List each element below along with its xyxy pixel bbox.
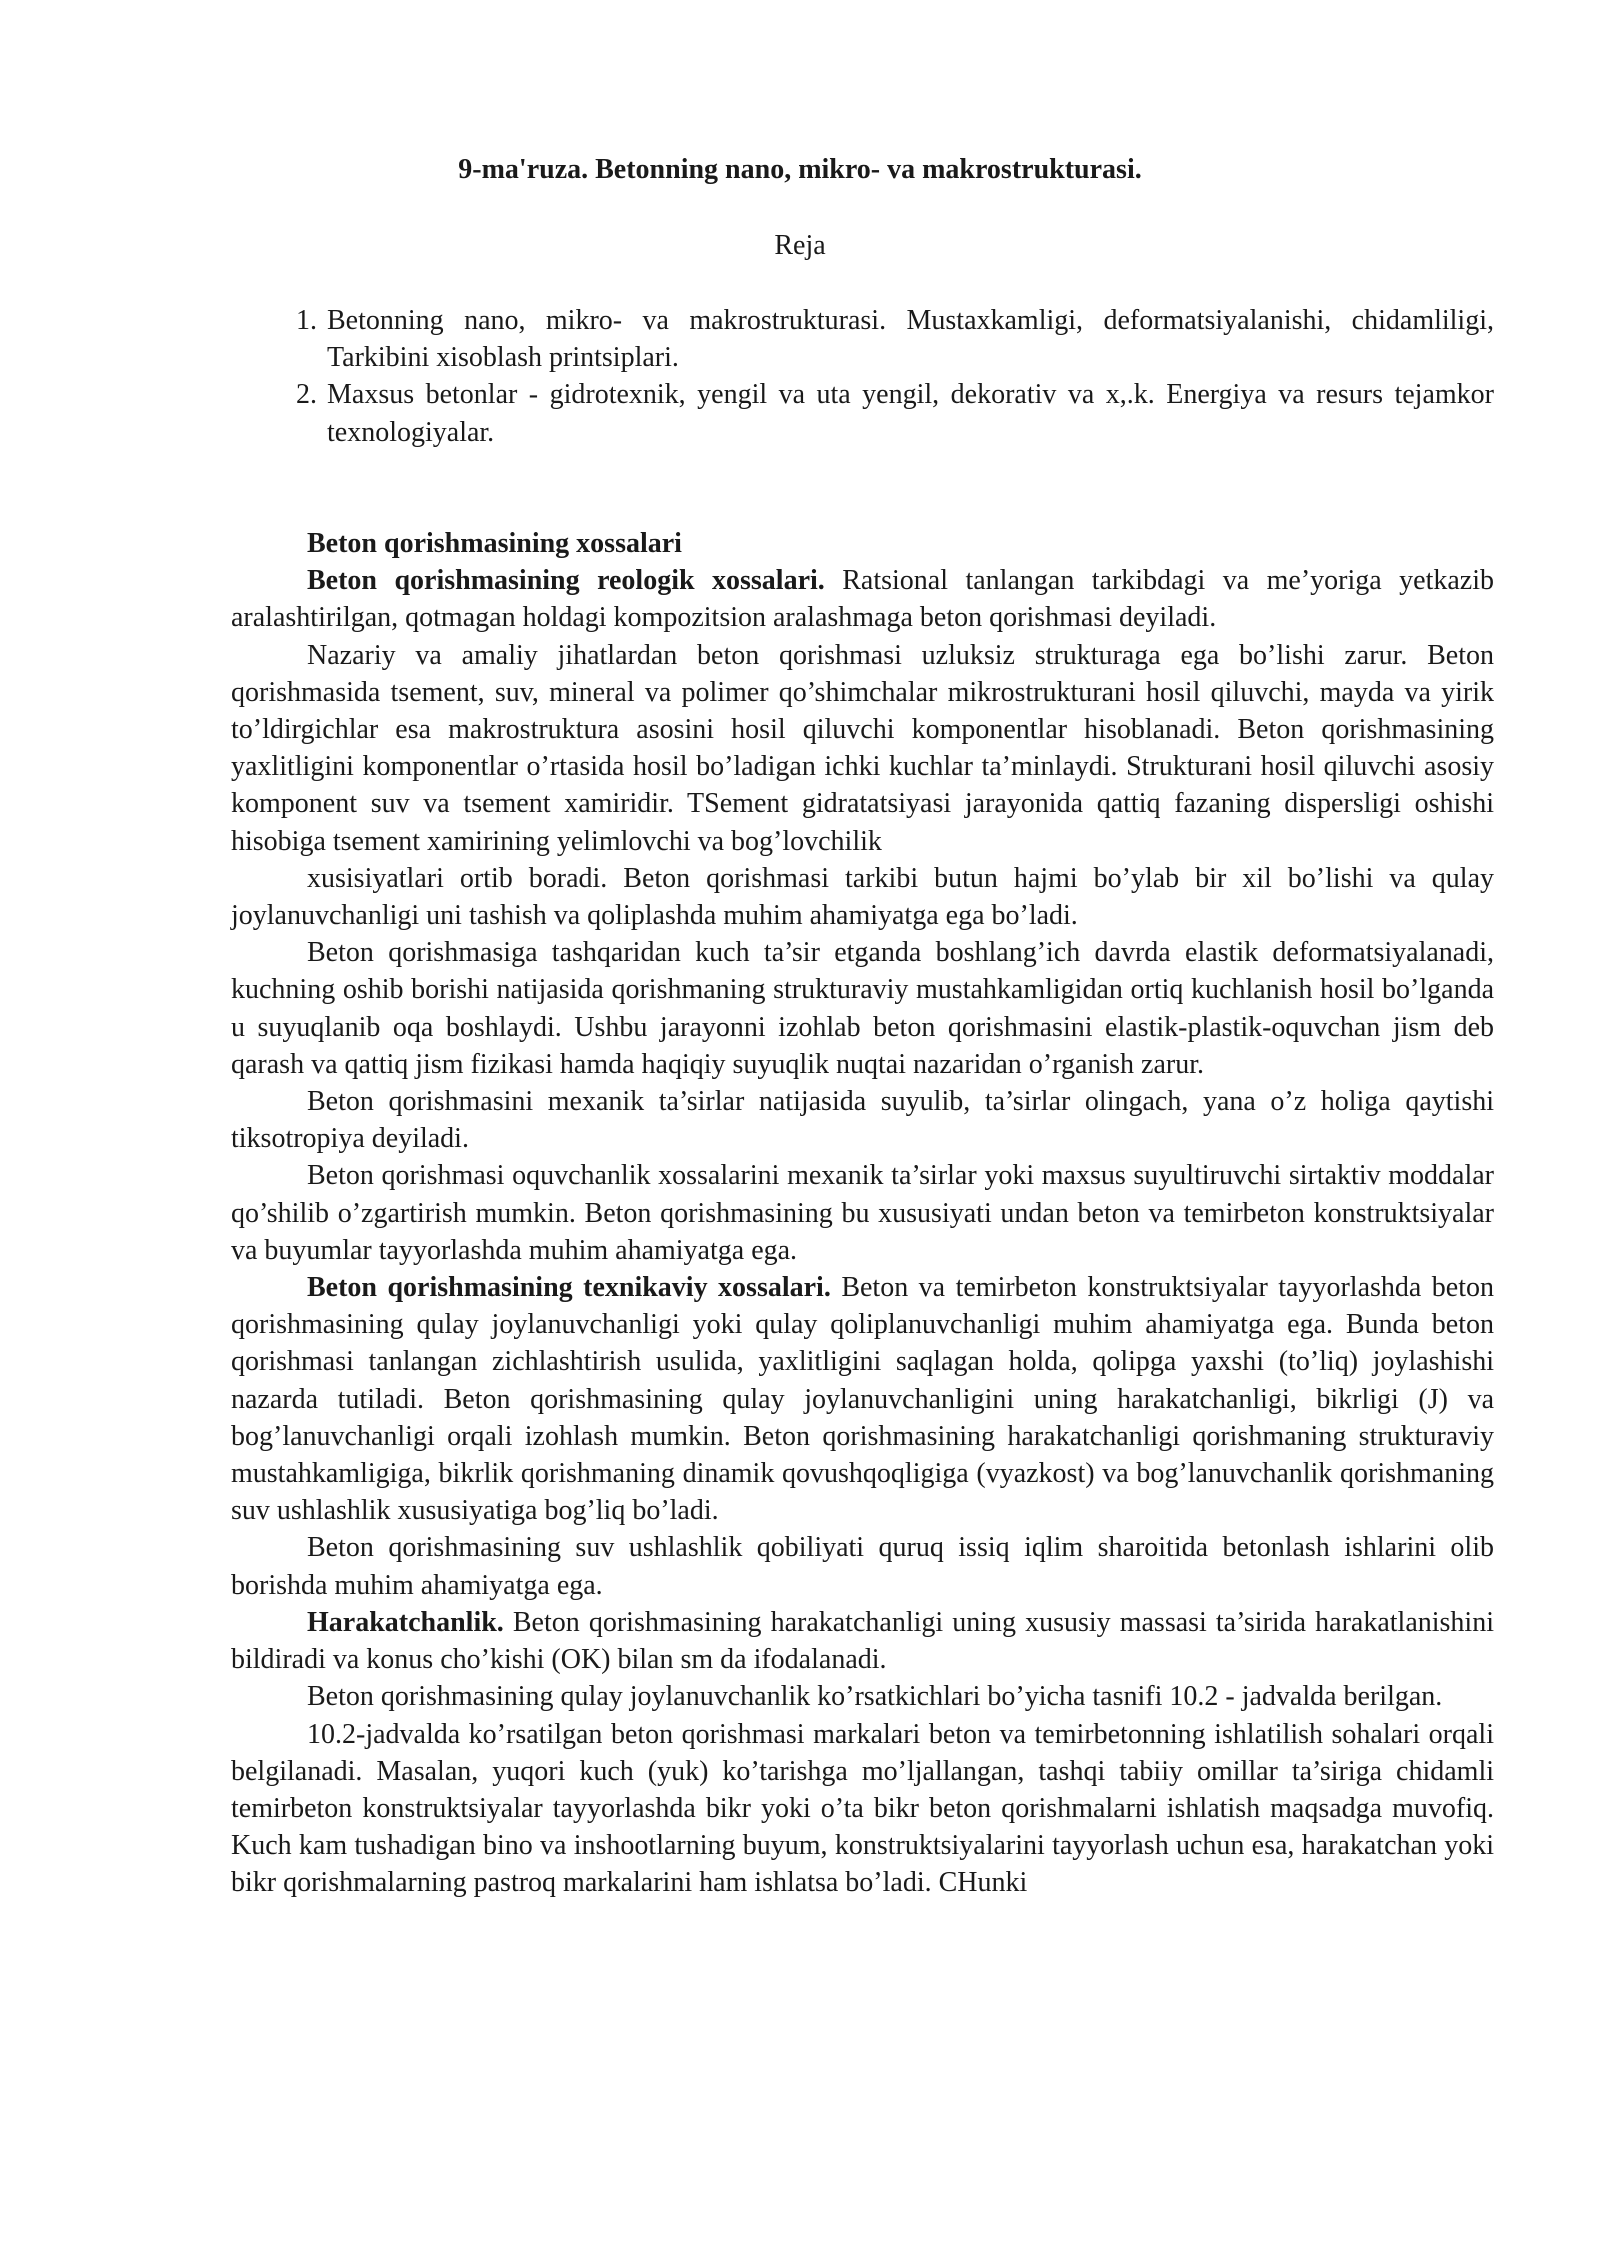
paragraph-text: Beton qorishmasining suv ushlashlik qobiliyati quruq issiq iqlim sharoitida betonlash ishlarini olib borishda muhim ahamiyatga ega. bbox=[231, 1532, 1494, 1601]
paragraph-text: xusisiyatlari ortib boradi. Beton qorishmasi tarkibi butun hajmi bo’ylab bir xil bo’lishi va qulay joylanuvchanligi uni tashish va qoliplashda muhim ahamiyatga ega bo’ladi. bbox=[231, 862, 1494, 932]
paragraph-text: Beton qorishmasi oquvchanlik xossalarini mexanik ta’sirlar yoki maxsus suyultiruvchi sirtaktiv moddalar qo’shilib o’zgartirish mumkin. Beton qorishmasining bu xususiyati undan beton va temirbeton konstruktsiyalar va buyumlar tayyorlashda muhim ahamiyatga ega. bbox=[231, 1160, 1494, 1266]
paragraph-lead: Beton qorishmasining reologik xossalari. bbox=[307, 565, 825, 597]
paragraph bbox=[231, 1604, 1494, 1678]
section-heading: Beton qorishmasining xossalari bbox=[307, 528, 682, 559]
plan-item bbox=[277, 302, 1494, 376]
paragraph bbox=[231, 934, 1494, 1083]
paragraph-text: Ratsional tanlangan tarkibdagi va me’yoriga yetkazib aralashtirilgan, qotmagan holdagi kompozitsion aralashmaga beton qorishmasi deyiladi. bbox=[231, 565, 1494, 634]
paragraph bbox=[231, 860, 1494, 934]
paragraph-text: Beton qorishmasiga tashqaridan kuch ta’sir etganda boshlang’ich davrda elastik deformatsiyalanadi, kuchning oshib borishi natijasida qorishmaning strukturaviy mustahkamligidan ortiq kuchlanish hosil bo’lganda u suyuqlanib oqa boshlaydi. Ushbu jarayonni izohlab beton qorishmasini elastik-plastik-oquvchan jism deb qarash va qattiq jism fizikasi hamda haqiqiy suyuqlik nuqtai nazaridan o’rganish zarur. bbox=[231, 937, 1494, 1080]
paragraph-text: 10.2-jadvalda ko’rsatilgan beton qorishmasi markalari beton va temirbetonning ishlatilish sohalari orqali belgilanadi. Masalan, yuqori kuch (yuk) ko’tarishga mo’ljallangan, tashqi tabiiy omillar ta’siriga chidamli temirbeton konstruktsiyalar tayyorlashda bikr yoki o’ta bikr beton qorishmalarni ishlatish maqsadga muvofiq. Kuch kam tushadigan bino va inshootlarning buyum, konstruktsiyalarini tayyorlash uchun esa, harakatchan yoki bikr qorishmalarning pastroq markalarini ham ishlatsa bo’ladi. CHunki bbox=[231, 1718, 1494, 1899]
paragraph bbox=[231, 1529, 1494, 1603]
paragraph bbox=[231, 562, 1494, 636]
paragraph-text: Beton va temirbeton konstruktsiyalar tayyorlashda beton qorishmasining qulay joylanuvchanligi yoki qulay qoliplanuvchanligi muhim ahamiyatga ega. Bunda beton qorishmasi tanlangan zichlashtirish usulida, yaxlitligini saqlagan holda, qolipga yaxshi (to’liq) joylashishi nazarda tutiladi. Beton qorishmasining qulay joylanuvchanligini uning harakatchanligi, bikrligi (J) va bog’lanuvchanligi orqali izohlash mumkin. Beton qorishmasining harakatchanligi qorishmaning strukturaviy mustahkamligiga, bikrlik qorishmaning dinamik qovushqoqligiga (vyazkost) va bog’lanuvchanlik qorishmaning suv ushlashlik xususiyatiga bog’liq bo’ladi. bbox=[231, 1272, 1494, 1527]
paragraph bbox=[231, 637, 1494, 860]
paragraph-text: Beton qorishmasini mexanik ta’sirlar natijasida suyulib, ta’sirlar olingach, yana o’z holiga qaytishi tiksotropiya deyiladi. bbox=[231, 1086, 1494, 1155]
paragraph-lead: Beton qorishmasining texnikaviy xossalari. bbox=[307, 1272, 831, 1304]
plan-item-number: 1. bbox=[296, 305, 317, 336]
plan-item-number: 2. bbox=[296, 379, 317, 411]
document-body bbox=[231, 525, 1494, 1902]
plan-item bbox=[277, 376, 1494, 450]
paragraph-text: Nazariy va amaliy jihatlardan beton qorishmasi uzluksiz strukturaga ega bo’lishi zarur. Beton qorishmasida tsement, suv, mineral va polimer qo’shimchalar mikrostrukturani hosil qiluvchi, mayda va yirik to’ldirgichlar esa makrostruktura asosini hosil qiluvchi komponentlar hisoblanadi. Beton qorishmasining yaxlitligini komponentlar o’rtasida hosil bo’ladigan ichki kuchlar ta’minlaydi. Strukturani hosil qiluvchi asosiy komponent suv va tsement xamiridir. TSement gidratatsiyasi jarayonida qattiq fazaning dispersligi oshishi hisobiga tsement xamirining yelimlovchi va bog’lovchilik bbox=[231, 639, 1494, 857]
plan-item-text: Betonning nano, mikro- va makrostrukturasi. Mustaxkamligi, deformatsiyalanishi, chidamliligi, Tarkibini xisoblash printsiplari. bbox=[327, 305, 1494, 374]
paragraph bbox=[231, 1678, 1494, 1715]
paragraph bbox=[231, 1157, 1494, 1269]
plan-heading: Reja bbox=[774, 230, 826, 261]
page-title: 9-ma'ruza. Betonning nano, mikro- va makrostrukturasi. bbox=[458, 154, 1142, 185]
paragraph bbox=[231, 1716, 1494, 1902]
paragraph bbox=[231, 1269, 1494, 1529]
paragraph-text: Beton qorishmasining harakatchanligi uning xususiy massasi ta’sirida harakatlanishini bildiradi va konus cho’kishi (OK) bilan sm da ifodalanadi. bbox=[231, 1606, 1494, 1676]
paragraph bbox=[231, 1083, 1494, 1157]
plan-list bbox=[277, 302, 1494, 451]
plan-item-text: Maxsus betonlar - gidrotexnik, yengil va uta yengil, dekorativ va x,.k. Energiya va resurs tejamkor texnologiyalar. bbox=[327, 379, 1494, 448]
paragraph-text: Beton qorishmasining qulay joylanuvchanlik ko’rsatkichlari bo’yicha tasnifi 10.2 - jadvalda berilgan. bbox=[307, 1681, 1443, 1713]
paragraph-lead: Harakatchanlik. bbox=[307, 1606, 504, 1638]
